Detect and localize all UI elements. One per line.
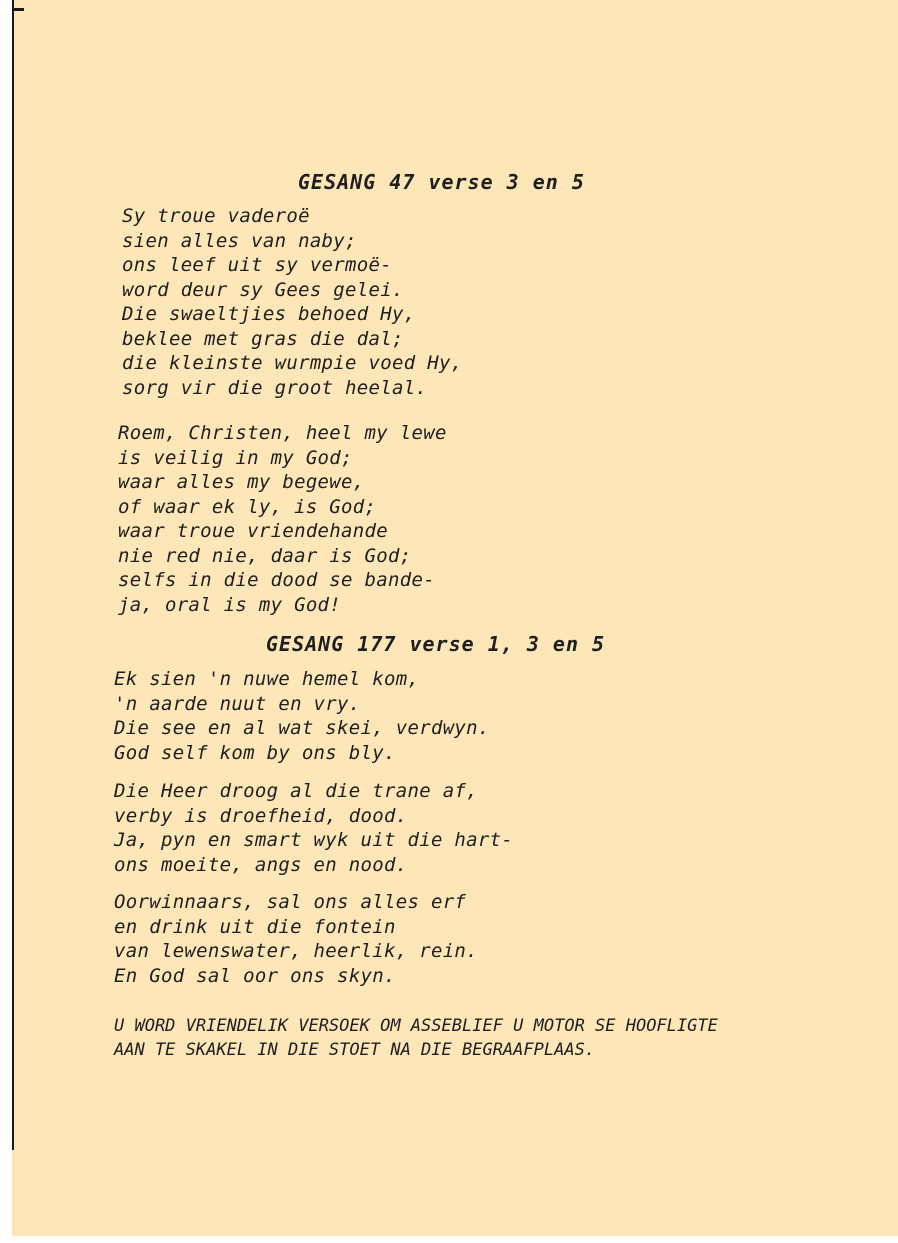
headlights-notice: U WORD VRIENDELIK VERSOEK OM ASSEBLIEF U MOTOR SE HOOFLIGTE AAN TE SKAKEL IN DIE STOET NA DIE BEGRAAFPLAAS. — [114, 1016, 718, 1060]
scan-edge-line — [12, 0, 14, 1150]
hymn-47-stanza-1 — [122, 204, 462, 400]
hymn-177-stanza-3 — [114, 890, 478, 988]
verse-line: nie red nie, daar is God; — [118, 544, 412, 567]
verse-line: en drink uit die fontein — [114, 915, 396, 938]
hymn-177-stanza-2 — [114, 779, 513, 877]
verse-line: Ek sien 'n nuwe hemel kom, — [114, 668, 420, 690]
verse-line: ja, oral is my God! — [118, 593, 342, 616]
verse-line: Oorwinnaars, sal ons alles erf — [114, 891, 467, 913]
scan-edge-tick — [12, 8, 24, 11]
verse-line: sorg vir die groot heelal. — [122, 376, 428, 399]
verse-line: die kleinste wurmpie voed Hy, — [122, 352, 463, 374]
hymn-title-gesang-47: GESANG 47 verse 3 en 5 — [298, 170, 585, 194]
verse-line: Die see en al wat skei, verdwyn. — [114, 717, 490, 739]
verse-line: van lewenswater, heerlik, rein. — [114, 940, 478, 962]
verse-line: Die swaeltjies behoed Hy, — [122, 303, 416, 325]
verse-line: ons moeite, angs en nood. — [114, 853, 408, 876]
verse-line: ons leef uit sy vermoë- — [122, 254, 392, 276]
verse-line: waar alles my begewe, — [118, 471, 365, 493]
verse-line: Ja, pyn en smart wyk uit die hart- — [114, 829, 514, 851]
verse-line: selfs in die dood se bande- — [118, 569, 435, 591]
verse-line: waar troue vriendehande — [118, 520, 388, 542]
hymn-177-stanza-1 — [114, 667, 490, 765]
verse-line: beklee met gras die dal; — [122, 327, 404, 350]
verse-line: sien alles van naby; — [122, 229, 357, 252]
verse-line: 'n aarde nuut en vry. — [114, 692, 361, 715]
verse-line: En God sal oor ons skyn. — [114, 964, 396, 987]
verse-line: is veilig in my God; — [118, 446, 353, 469]
hymn-title-gesang-177: GESANG 177 verse 1, 3 en 5 — [266, 632, 606, 656]
verse-line: Die Heer droog al die trane af, — [114, 780, 478, 802]
verse-line: Sy troue vaderoë — [122, 205, 310, 227]
program-page — [12, 0, 898, 1236]
verse-line: of waar ek ly, is God; — [118, 495, 377, 518]
verse-line: word deur sy Gees gelei. — [122, 278, 404, 301]
verse-line: Roem, Christen, heel my lewe — [118, 422, 447, 444]
verse-line: God self kom by ons bly. — [114, 741, 396, 764]
hymn-47-stanza-2 — [118, 421, 447, 617]
verse-line: verby is droefheid, dood. — [114, 804, 408, 827]
